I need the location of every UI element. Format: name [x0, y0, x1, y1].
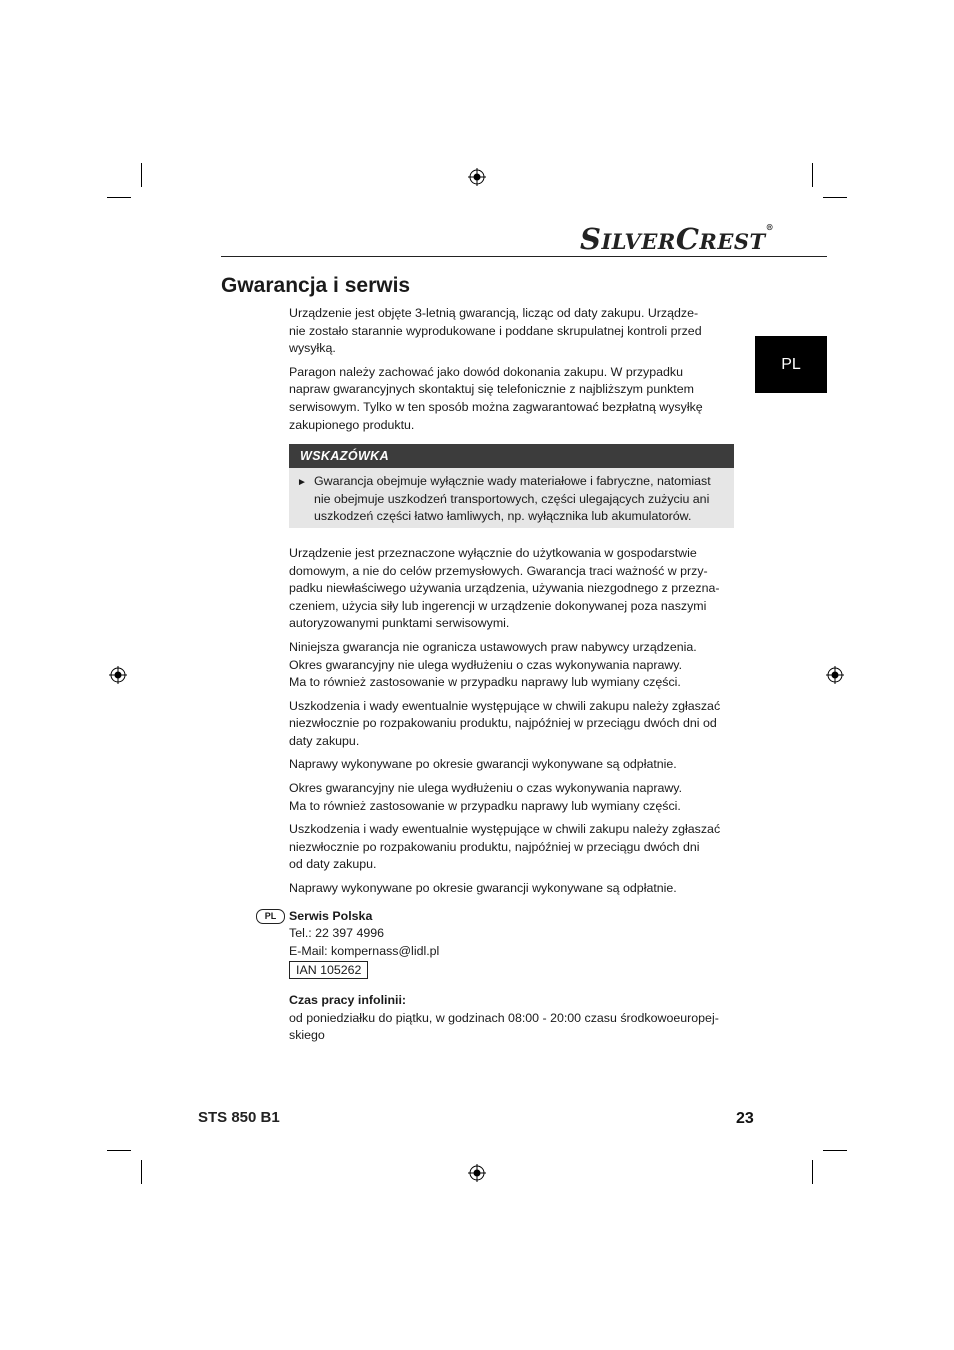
crop-mark — [107, 1150, 131, 1151]
page-title: Gwarancja i serwis — [221, 274, 411, 297]
paragraph: Uszkodzenia i wady ewentualnie występujące w chwili zakupu należy zgłaszać niezwłocznie po rozpakowaniu produktu, najpóźniej w przeciągu dwóch dni od daty zakupu. — [289, 822, 721, 872]
hotline-hours — [289, 992, 734, 1045]
paragraph: Uszkodzenia i wady ewentualnie występujące w chwili zakupu należy zgłaszać niezwłocznie po rozpakowaniu produktu, najpóźniej w przeciągu dwóch dni od daty zakupu. — [289, 698, 721, 748]
hotline-label: Czas pracy infolinii: — [289, 993, 407, 1007]
service-phone: Tel.: 22 397 4996 — [289, 926, 385, 941]
crop-mark — [823, 197, 847, 198]
registration-mark-icon — [826, 666, 844, 684]
brand-logo-text: REST — [699, 229, 766, 254]
note-box — [289, 444, 734, 528]
note-body — [289, 468, 734, 528]
bullet-arrow-icon: ► — [297, 477, 307, 489]
paragraph: Naprawy wykonywane po okresie gwarancji wykonywane są odpłatnie. — [289, 757, 677, 772]
crop-mark — [812, 1160, 813, 1184]
brand-logo-text: ILVER — [601, 229, 676, 254]
brand-logo-letter: S — [580, 222, 602, 256]
crop-mark — [141, 1160, 142, 1184]
paragraph: Niniejsza gwarancja nie ogranicza ustawowych praw nabywcy urządzenia. Okres gwarancyjny nie ulega wydłużeniu o czas wykonywania naprawy. Ma to również zastosowanie w przypadku naprawy lub wymiany części. — [289, 639, 697, 690]
language-tab: PL — [755, 336, 827, 393]
service-email: E-Mail: kompernass@lidl.pl — [289, 943, 440, 958]
page-number: 23 — [736, 1110, 754, 1127]
service-contact — [264, 908, 734, 980]
country-badge: PL — [256, 909, 285, 924]
crop-mark — [812, 163, 813, 187]
crop-mark — [141, 163, 142, 187]
paragraph: Okres gwarancyjny nie ulega wydłużeniu o czas wykonywania naprawy. Ma to również zastosowanie w przypadku naprawy lub wymiany części. — [289, 781, 683, 813]
registration-mark-icon — [468, 1164, 486, 1182]
paragraph: Urządzenie jest objęte 3-letnią gwarancją, licząc od daty zakupu. Urządze- nie zostało starannie wyprodukowane i poddane skrupulatnej kontroli przed wysyłką. — [289, 306, 702, 356]
note-heading: WSKAZÓWKA — [289, 444, 734, 468]
brand-logo — [580, 222, 775, 256]
registered-mark: ® — [765, 222, 775, 232]
brand-logo-letter: C — [675, 222, 700, 256]
paragraph: Naprawy wykonywane po okresie gwarancji wykonywane są odpłatnie. — [289, 881, 677, 896]
registration-mark-icon — [468, 168, 486, 186]
registration-mark-icon — [109, 666, 127, 684]
crop-mark — [823, 1150, 847, 1151]
footer-model: STS 850 B1 — [198, 1109, 280, 1126]
service-name: Serwis Polska — [289, 908, 373, 923]
header-rule — [221, 256, 827, 257]
main-content — [264, 305, 734, 1045]
crop-mark — [107, 197, 131, 198]
hotline-text: od poniedziałku do piątku, w godzinach 08:00 - 20:00 czasu środkowoeuropej- skiego — [289, 1010, 719, 1043]
paragraph: Urządzenie jest przeznaczone wyłącznie do użytkowania w gospodarstwie domowym, a nie do celów przemysłowych. Gwarancja traci ważność w przy- padku niewłaściwego używania urządzenia, używania niezgodnego z przezna- czeniem, użycia siły lub ingerencji w urządzenie dokonywanej poza naszymi autoryzowanymi punktami serwisowymi. — [289, 545, 720, 631]
paragraph: Paragon należy zachować jako dowód dokonania zakupu. W przypadku napraw gwarancyjnych skontaktuj się telefonicznie z najbliższym punktem serwisowym. Tylko w ten sposób można zagwarantować bezpłatną wysyłkę zakupionego produktu. — [289, 364, 703, 432]
ian-number: IAN 105262 — [289, 961, 368, 979]
note-text: Gwarancja obejmuje wyłącznie wady materiałowe i fabryczne, natomiast nie obejmuje uszkodzeń transportowych, części ulegających zużyciu ani uszkodzeń części łatwo łamliwych, np. wyłącznika lub akumulatorów. — [314, 474, 711, 524]
